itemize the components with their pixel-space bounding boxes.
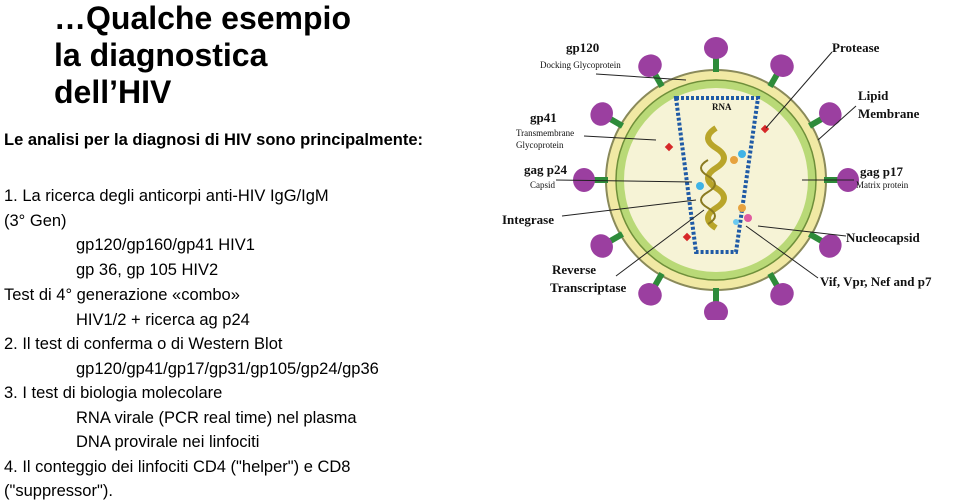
gp41-sublabel: Glycoprotein	[516, 140, 564, 150]
gp41-sublabel: Transmembrane	[516, 128, 575, 138]
gag-p24-sublabel: Capsid	[530, 180, 556, 190]
list-item: ("suppressor").	[4, 482, 113, 500]
title-line-3: dell’HIV	[54, 74, 172, 110]
virion	[606, 70, 826, 290]
vif-dot	[744, 214, 752, 222]
rt-dot	[730, 156, 738, 164]
gp120-label: gp120	[566, 40, 600, 55]
lipid-membrane-label: Lipid	[858, 88, 889, 103]
integrase-dot	[696, 182, 704, 190]
lipid-membrane-label: Membrane	[858, 106, 920, 121]
list-item: gp120/gp41/gp17/gp31/gp105/gp24/gp36	[76, 360, 379, 378]
list-item: 3. I test di biologia molecolare	[4, 384, 223, 402]
inner-space	[624, 88, 808, 272]
spike	[704, 37, 728, 72]
list-item: gp120/gp160/gp41 HIV1	[76, 236, 255, 254]
list-item: RNA virale (PCR real time) nel plasma	[76, 409, 357, 427]
rna-label: RNA	[712, 102, 732, 112]
list-item: (3° Gen)	[4, 212, 67, 230]
list-item: 2. Il test di conferma o di Western Blot	[4, 335, 283, 353]
rt-dot	[738, 204, 746, 212]
list-item: DNA provirale nei linfociti	[76, 433, 260, 451]
spike	[704, 288, 728, 320]
list-item: Test di 4° generazione «combo»	[4, 286, 240, 304]
subtitle: Le analisi per la diagnosi di HIV sono principalmente:	[4, 131, 424, 149]
title-line-1: …Qualche esempio	[54, 0, 351, 36]
integrase-label: Integrase	[502, 212, 554, 227]
nucleocapsid-label: Nucleocapsid	[846, 230, 920, 245]
slide-title	[54, 0, 351, 111]
protease-label: Protease	[832, 40, 880, 55]
vif-dot	[733, 219, 739, 225]
gp120-sublabel: Docking Glycoprotein	[540, 60, 621, 70]
list-item: 1. La ricerca degli anticorpi anti-HIV IgG/IgM	[4, 187, 329, 205]
gag-p17-sublabel: Matrix protein	[856, 180, 909, 190]
reverse-transcriptase-label: Transcriptase	[550, 280, 627, 295]
integrase-dot	[738, 150, 746, 158]
title-line-2: la diagnostica	[54, 37, 268, 73]
list-item: gp 36, gp 105 HIV2	[76, 261, 219, 279]
gag-p24-label: gag p24	[524, 162, 567, 177]
hiv-virion-diagram	[496, 30, 960, 320]
vif-vpr-nef-p7-label: Vif, Vpr, Nef and p7	[820, 274, 932, 289]
list-item: 4. Il conteggio dei linfociti CD4 ("helper") e CD8	[4, 458, 351, 476]
list-item: HIV1/2 + ricerca ag p24	[76, 311, 250, 329]
gp41-label: gp41	[530, 110, 557, 125]
reverse-transcriptase-label: Reverse	[552, 262, 597, 277]
gag-p17-label: gag p17	[860, 164, 903, 179]
